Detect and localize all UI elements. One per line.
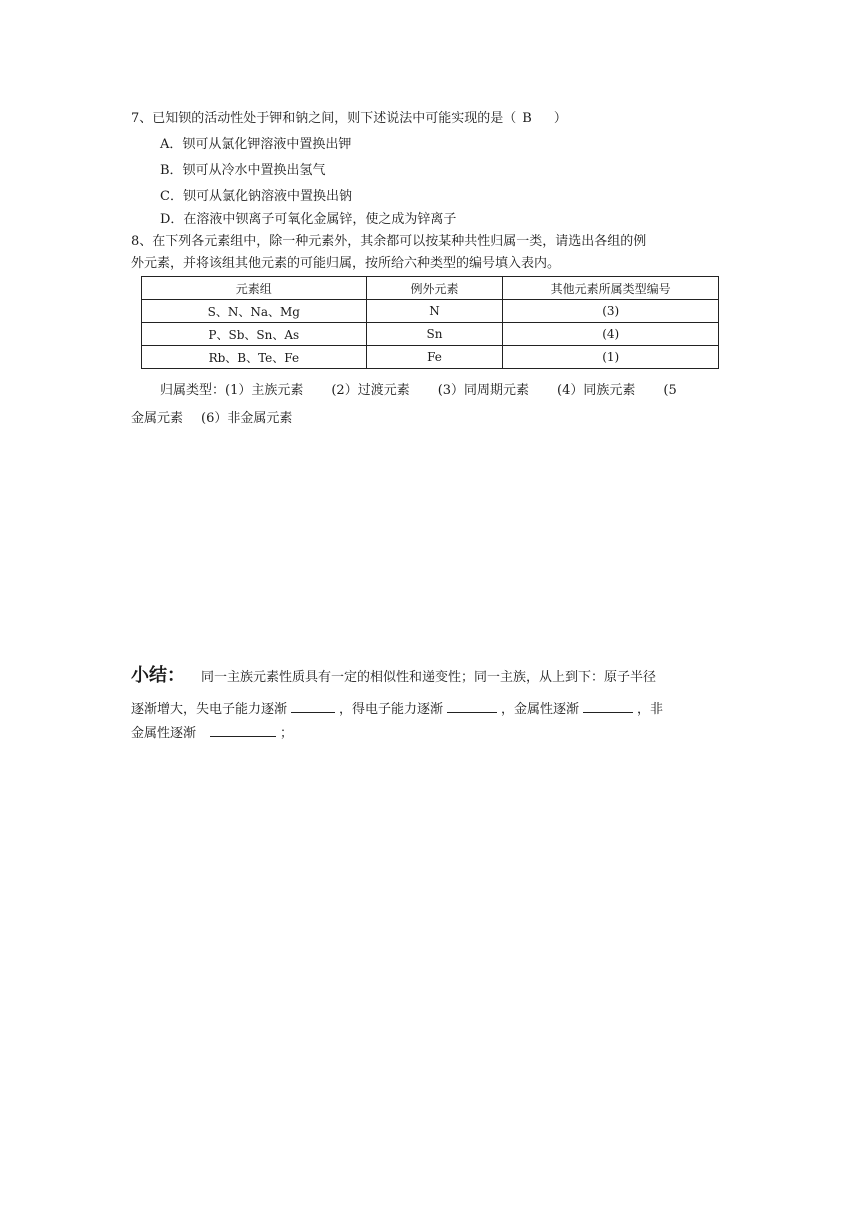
- question-7-option-c: C．钡可从氯化钠溶液中置换出钠: [160, 189, 352, 204]
- category-list-line2: [131, 409, 292, 429]
- question-7-answer: B: [522, 111, 532, 126]
- category-item: 金属元素: [131, 411, 184, 426]
- category-item: (5: [663, 383, 677, 398]
- table-cell: (3): [503, 300, 719, 323]
- table-cell: Fe: [366, 346, 503, 369]
- category-item: (4）同族元素: [557, 383, 636, 398]
- table-header-cell: 其他元素所属类型编号: [503, 277, 719, 300]
- question-7-stem-text: 7、已知钡的活动性处于钾和钠之间，则下述说法中可能实现的是（: [131, 111, 517, 126]
- summary-text: ，非: [637, 702, 664, 717]
- table-cell: N: [366, 300, 503, 323]
- table-cell: P、Sb、Sn、As: [142, 323, 367, 346]
- question-7-option-b: B．钡可从冷水中置换出氢气: [160, 163, 326, 178]
- fill-blank[interactable]: [447, 698, 497, 713]
- category-item: (2）过渡元素: [331, 383, 410, 398]
- summary-text: 逐渐增大，失电子能力逐渐: [131, 702, 288, 717]
- summary-text: 金属性逐渐: [131, 726, 197, 741]
- element-group-table: [141, 276, 719, 369]
- summary-line2: [131, 698, 663, 720]
- summary-line3: [131, 722, 293, 744]
- question-8-stem-line1: 8、在下列各元素组中，除一种元素外，其余都可以按某种共性归属一类，请选出各组的例: [131, 234, 647, 249]
- summary-text: ，金属性逐渐: [501, 702, 580, 717]
- summary-title: 小结：: [131, 665, 185, 686]
- question-7-stem-close: ）: [553, 111, 567, 126]
- fill-blank[interactable]: [210, 722, 276, 737]
- category-item: (1）主族元素: [225, 383, 304, 398]
- category-item: (6）非金属元素: [201, 411, 293, 426]
- question-7-option-d: D．在溶液中钡离子可氧化金属锌，使之成为锌离子: [160, 212, 457, 227]
- question-8-stem-line2: 外元素，并将该组其他元素的可能归属，按所给六种类型的编号填入表内。: [131, 256, 561, 271]
- category-label: 归属类型：: [160, 383, 226, 398]
- table-cell: Sn: [366, 323, 503, 346]
- fill-blank[interactable]: [291, 698, 335, 713]
- question-7-option-a: A．钡可从氯化钾溶液中置换出钾: [160, 137, 352, 152]
- table-header-row: [142, 277, 719, 300]
- summary-text: ；: [280, 726, 294, 741]
- table-cell: (1): [503, 346, 719, 369]
- table-row: [142, 300, 719, 323]
- table-cell: (4): [503, 323, 719, 346]
- table-cell: Rb、B、Te、Fe: [142, 346, 367, 369]
- table-row: [142, 323, 719, 346]
- question-7-stem: [131, 109, 567, 129]
- summary-line1: [131, 666, 656, 688]
- fill-blank[interactable]: [583, 698, 633, 713]
- table-cell: S、N、Na、Mg: [142, 300, 367, 323]
- category-item: (3）同周期元素: [437, 383, 530, 398]
- table-header-cell: 元素组: [142, 277, 367, 300]
- table-row: [142, 346, 719, 369]
- summary-text: ，得电子能力逐渐: [339, 702, 444, 717]
- summary-text: 同一主族元素性质具有一定的相似性和递变性；同一主族，从上到下：原子半径: [201, 670, 657, 685]
- category-list-line1: [160, 381, 677, 401]
- table-header-cell: 例外元素: [366, 277, 503, 300]
